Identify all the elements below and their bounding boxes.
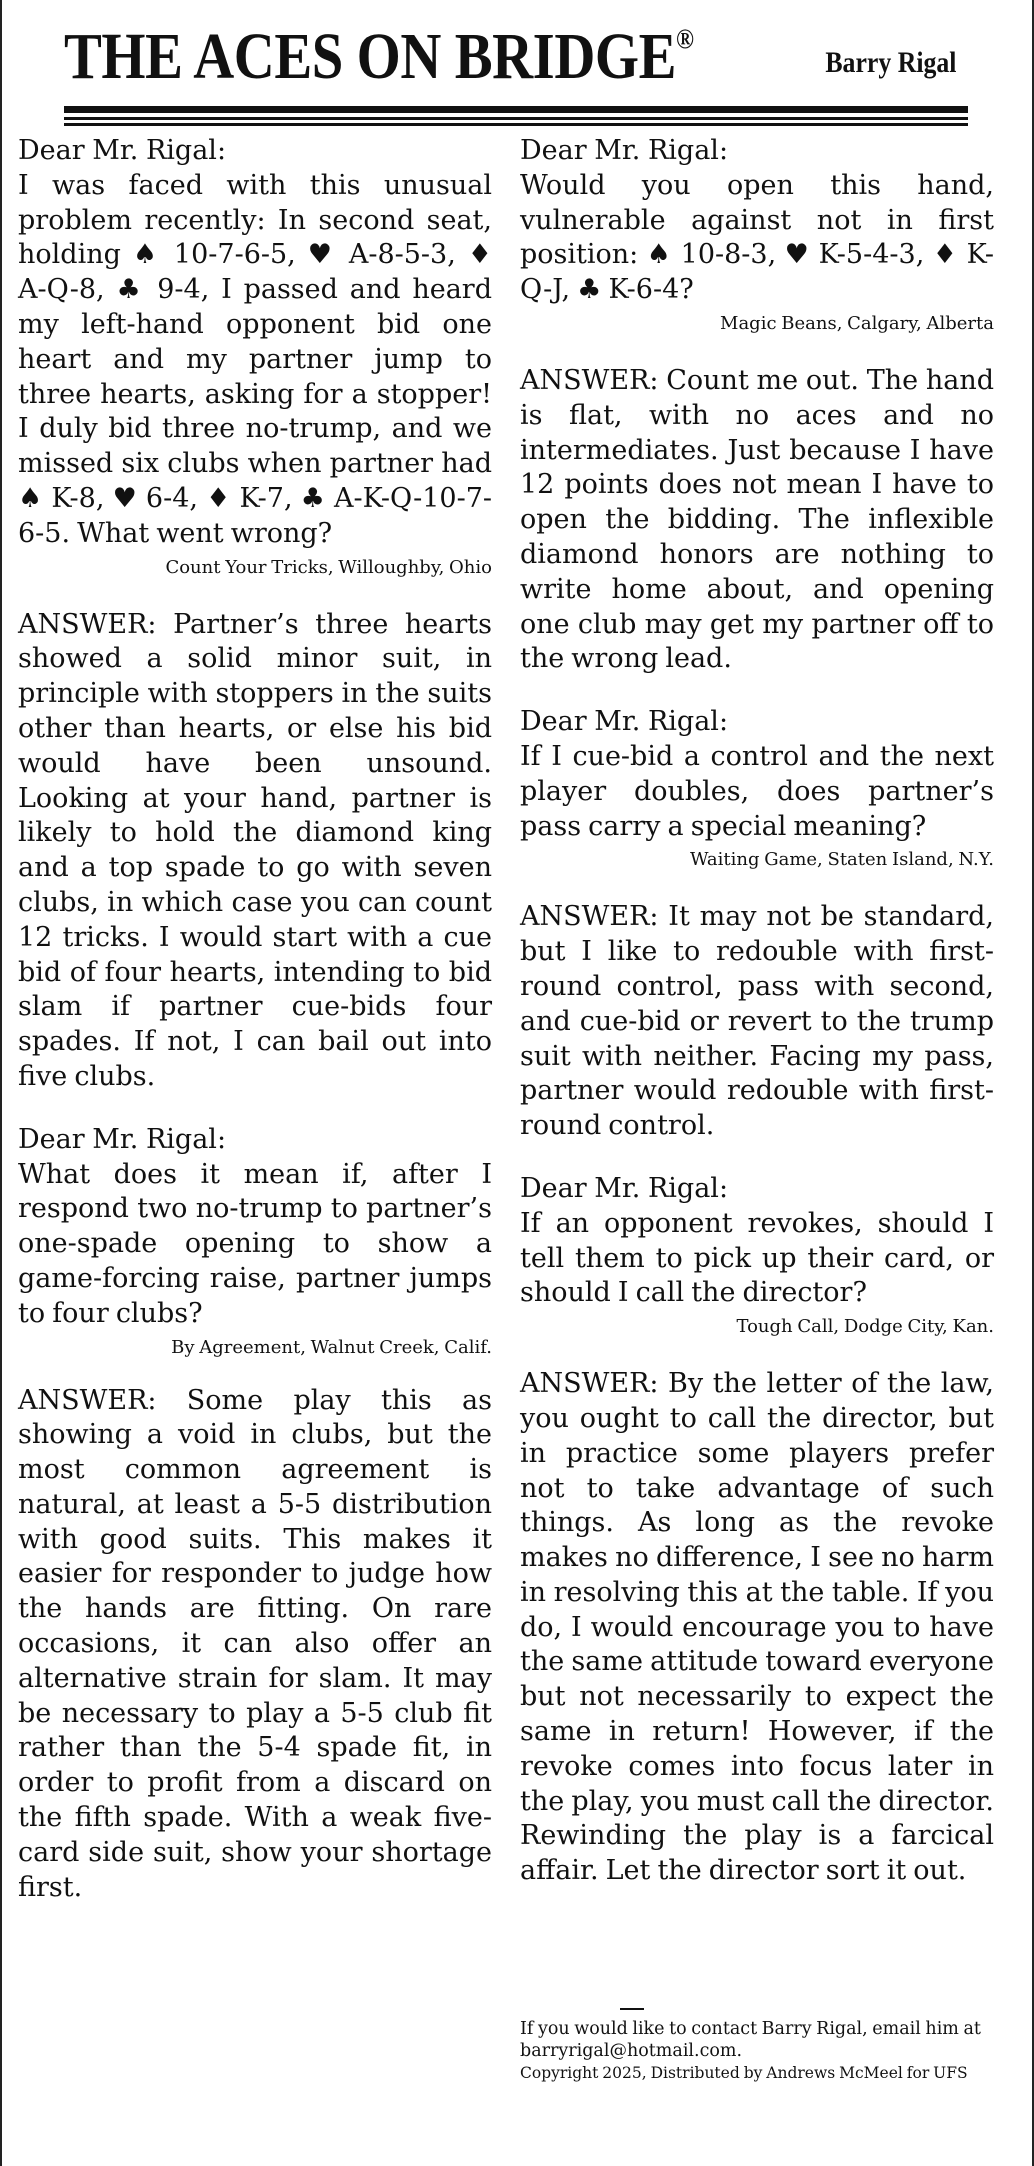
answer: ANSWER: It may not be standard, but I like to redouble with first-round control, pass with second, and cue-bid or revert to the trump suit with neither. Facing my pass, partner would redouble with first-round control. [520, 901, 994, 1142]
header-rule [64, 117, 968, 120]
letter-signature: Tough Call, Dodge City, Kan. [736, 1316, 994, 1338]
letter [520, 134, 994, 677]
letter [520, 1172, 994, 1889]
footer [520, 2018, 994, 2084]
letter-greeting: Dear Mr. Rigal: [520, 135, 729, 166]
answer: ANSWER: Partner’s three hearts showed a solid minor suit, in principle with stoppers in the suits other than hearts, or else his bid would have been unsound. Looking at your hand, partner is likely to hold the diamond king and a top spade to go with seven clubs, in which case you can count 12 tricks. I would start with a cue bid of four hearts, intending to bid slam if partner cue-bids four spades. If not, I can bail out into five clubs. [18, 608, 492, 1092]
letter-greeting: Dear Mr. Rigal: [520, 1172, 729, 1204]
answer: ANSWER: Count me out. The hand is flat, with no aces and no intermediates. Just because I have 12 points does not mean I have to open the bidding. The inflexible diamond honors are nothing to write home about, and opening one club may get my partner off to the wrong lead. [520, 364, 994, 675]
masthead [64, 22, 968, 102]
answer: ANSWER: By the letter of the law, you ought to call the director, but in practice some players prefer not to take advantage of such things. As long as the revoke makes no difference, I see no harm in resolving this at the table. If you do, I would encourage you to have the same attitude toward everyone but not necessarily to expect the same in return! However, if the revoke comes into focus later in the play, you must call the director. Rewinding the play is a farcical affair. Let the director sort it out. [520, 1368, 994, 1887]
footer-divider [620, 2008, 644, 2010]
letter [18, 134, 492, 1095]
answer: ANSWER: Some play this as showing a void in clubs, but the most common agreement is natural, at least a 5-5 distribution with good suits. This makes it easier for responder to judge how the hands are fitting. On rare occasions, it can also offer an alternative strain for slam. It may be necessary to play a 5-5 club fit rather than the 5-4 spade fit, in order to profit from a discard on the fifth spade. With a weak five-card side suit, show your shortage first. [18, 1384, 492, 1903]
letter [520, 705, 994, 1144]
letter-signature: Waiting Game, Staten Island, N.Y. [689, 849, 994, 871]
author-name: Barry Rigal [824, 46, 956, 79]
column-title: THE ACES ON BRIDGE® [64, 20, 694, 93]
copyright: Copyright 2025, Distributed by Andrews McMeel for UFS [520, 2064, 968, 2082]
header-rule [64, 123, 968, 126]
letter-greeting: Dear Mr. Rigal: [520, 706, 729, 738]
letter-greeting: Dear Mr. Rigal: [18, 1123, 227, 1155]
right-column [520, 134, 994, 1889]
letter-question: What does it mean if, after I respond two no-trump to partner’s one-spade opening to show a game-forcing raise, partner jumps to four clubs? [18, 1158, 492, 1329]
header-rule [64, 106, 968, 113]
letter-question: Would you open this hand, vulnerable against not in first position: ♠ 10-8-3, ♥ K-5-4-3, ♦ K-Q-J, ♣ K-6-4? [520, 169, 994, 306]
letter-signature: By Agreement, Walnut Creek, Calif. [171, 1336, 492, 1358]
letter-greeting: Dear Mr. Rigal: [18, 135, 227, 166]
registered-mark: ® [676, 24, 694, 55]
letter-question: If I cue-bid a control and the next player doubles, does partner’s pass carry a special meaning? [520, 740, 994, 842]
letter-signature: Count Your Tricks, Willoughby, Ohio [165, 556, 492, 578]
letter-question: If an opponent revokes, should I tell them to pick up their card, or should I call the director? [520, 1207, 994, 1309]
left-column [18, 134, 492, 1905]
letter [18, 1123, 492, 1906]
letter-signature: Magic Beans, Calgary, Alberta [720, 312, 994, 334]
letter-question: I was faced with this unusual problem recently: In second seat, holding ♠ 10-7-6-5, ♥ A-8-5-3, ♦ A-Q-8, ♣ 9-4, I passed and heard my left-hand opponent bid one heart and my partner jump to three hearts, asking for a stopper! I duly bid three no-trump, and we missed six clubs when partner had ♠ K-8, ♥ 6-4, ♦ K-7, ♣ A-K-Q-10-7-6-5. What went wrong? [18, 169, 492, 549]
contact-note: If you would like to contact Barry Rigal, email him at barryrigal@hotmail.com. [520, 2019, 981, 2061]
